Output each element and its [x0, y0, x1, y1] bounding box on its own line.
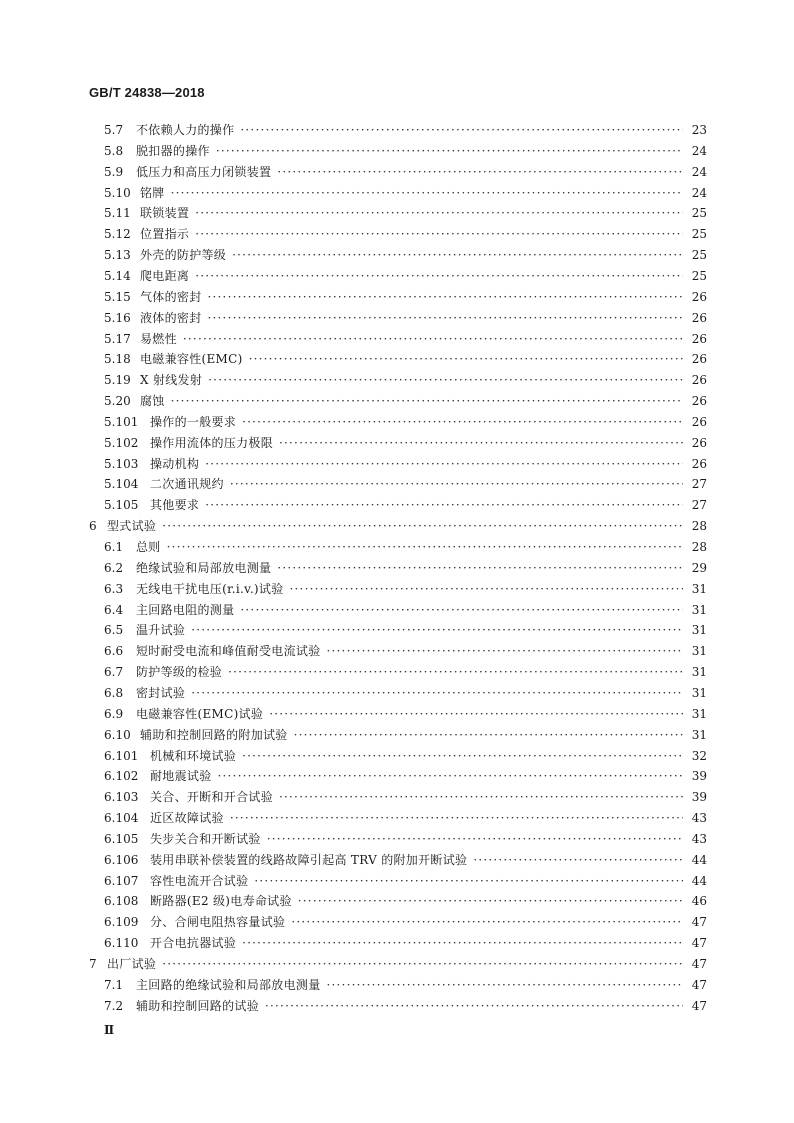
toc-entry[interactable]	[104, 681, 707, 701]
toc-entry-number: 5.8	[104, 143, 124, 158]
toc-entry[interactable]	[104, 848, 707, 868]
toc-entry-number: 6.5	[104, 623, 124, 638]
toc-entry-page: 46	[691, 894, 707, 909]
toc-entry-number: 6.1	[104, 540, 124, 554]
toc-entry-title: 操动机构	[150, 456, 200, 471]
toc-entry[interactable]	[104, 889, 707, 909]
toc-entry-number: 6.102	[104, 769, 139, 784]
toc-entry-title: 腐蚀	[140, 394, 165, 409]
toc-entry-title: 易燃性	[140, 331, 177, 346]
toc-entry-title: 电磁兼容性(EMC)试验	[136, 706, 264, 721]
toc-entry-title: 爬电距离	[140, 268, 190, 283]
toc-leader-dots	[265, 998, 683, 1014]
toc-leader-dots	[240, 602, 683, 618]
toc-entry[interactable]	[104, 639, 707, 659]
toc-entry-number: 6.105	[104, 831, 139, 846]
toc-entry-title: 其他要求	[150, 498, 200, 513]
toc-entry-title: 气体的密封	[140, 289, 202, 304]
toc-leader-dots	[191, 685, 683, 701]
toc-entry-page: 47	[691, 998, 707, 1013]
toc-leader-dots	[242, 414, 683, 430]
toc-entry-page: 31	[691, 706, 707, 721]
toc-entry-number: 5.101	[104, 414, 139, 429]
toc-entry-page: 25	[691, 248, 707, 263]
toc-entry[interactable]	[104, 431, 707, 451]
toc-entry[interactable]	[104, 264, 707, 284]
toc-entry-title: 密封试验	[136, 685, 186, 700]
toc-entry-title: 近区故障试验	[150, 811, 224, 826]
toc-leader-dots	[242, 748, 683, 764]
toc-entry-title: 开合电抗器试验	[150, 936, 237, 951]
toc-entry-number: 6.9	[104, 706, 124, 721]
toc-leader-dots	[205, 497, 683, 513]
toc-entry-number: 6.10	[104, 727, 131, 742]
toc-entry-title: 总则	[136, 540, 161, 554]
toc-leader-dots	[208, 289, 683, 305]
toc-entry-title: 无线电干扰电压(r.i.v.)试验	[136, 581, 284, 596]
toc-leader-dots	[473, 852, 683, 868]
toc-entry-title: 主回路的绝缘试验和局部放电测量	[136, 977, 321, 992]
toc-leader-dots	[242, 935, 683, 951]
toc-entry-number: 5.16	[104, 310, 131, 325]
toc-entry-number: 6.103	[104, 790, 139, 805]
toc-leader-dots	[216, 143, 683, 159]
toc-entry-number: 6.107	[104, 873, 139, 888]
toc-entry-title: 脱扣器的操作	[136, 143, 210, 158]
toc-leader-dots	[167, 539, 683, 555]
toc-entry-number: 5.102	[104, 435, 139, 450]
toc-leader-dots	[327, 643, 683, 659]
toc-entry-page: 24	[691, 143, 707, 158]
toc-entry[interactable]	[104, 201, 707, 221]
toc-entry-number: 5.103	[104, 456, 139, 471]
toc-leader-dots	[269, 706, 683, 722]
toc-entry[interactable]	[104, 285, 707, 305]
toc-entry-number: 7	[89, 957, 97, 971]
toc-entry[interactable]	[104, 785, 707, 805]
toc-leader-dots	[191, 622, 683, 638]
toc-entry[interactable]	[104, 827, 707, 847]
toc-entry-title: 机械和环境试验	[150, 748, 237, 763]
toc-entry-number: 6.110	[104, 936, 139, 951]
toc-entry-title: 容性电流开合试验	[150, 873, 249, 888]
toc-entry-page: 26	[691, 310, 707, 325]
toc-entry[interactable]	[104, 723, 707, 743]
toc-entry[interactable]	[104, 556, 707, 576]
toc-entry-number: 5.12	[104, 227, 131, 242]
toc-entry-number: 6.104	[104, 811, 139, 826]
toc-entry-page: 47	[691, 977, 707, 992]
toc-entry-number: 6	[89, 519, 97, 534]
toc-entry-title: 防护等级的检验	[136, 665, 223, 680]
toc-entry[interactable]	[104, 806, 707, 826]
toc-entry-page: 26	[691, 373, 707, 388]
toc-leader-dots	[162, 518, 683, 534]
toc-entry-title: 操作用流体的压力极限	[150, 435, 274, 450]
toc-entry-number: 5.9	[104, 164, 124, 179]
toc-entry-title: 操作的一般要求	[150, 414, 237, 429]
toc-entry-number: 5.105	[104, 498, 139, 513]
toc-entry-page: 31	[691, 644, 707, 659]
toc-entry[interactable]	[104, 118, 707, 138]
toc-leader-dots	[254, 873, 683, 889]
toc-entry-page: 24	[691, 164, 707, 179]
toc-leader-dots	[298, 893, 683, 909]
toc-entry-title: 位置指示	[140, 227, 190, 242]
toc-entry[interactable]	[104, 618, 707, 638]
toc-entry-page: 26	[691, 414, 707, 429]
toc-entry-title: 不依赖人力的操作	[136, 123, 235, 137]
toc-entry-title: 联锁装置	[140, 206, 190, 221]
toc-entry[interactable]	[104, 368, 707, 388]
toc-leader-dots	[195, 205, 683, 221]
toc-entry-title: 绝缘试验和局部放电测量	[136, 560, 272, 575]
toc-entry-number: 5.11	[104, 206, 131, 221]
toc-entry-number: 5.19	[104, 373, 131, 388]
toc-leader-dots	[218, 768, 683, 784]
toc-leader-dots	[230, 476, 683, 492]
toc-entry-page: 26	[691, 435, 707, 450]
toc-leader-dots	[294, 727, 683, 743]
toc-entry-title: 外壳的防护等级	[140, 248, 227, 263]
toc-entry-page: 26	[691, 289, 707, 304]
toc-leader-dots	[205, 456, 683, 472]
toc-entry-page: 31	[691, 685, 707, 700]
toc-leader-dots	[208, 310, 683, 326]
toc-entry-page: 23	[691, 123, 707, 137]
toc-entry-page: 25	[691, 268, 707, 283]
toc-entry-number: 6.6	[104, 644, 124, 659]
toc-entry-page: 26	[691, 394, 707, 409]
toc-entry[interactable]	[104, 410, 707, 430]
toc-entry-title: 主回路电阻的测量	[136, 602, 235, 617]
toc-entry-title: 辅助和控制回路的附加试验	[140, 727, 288, 742]
toc-entry-number: 5.13	[104, 248, 131, 263]
toc-leader-dots	[277, 164, 683, 180]
toc-entry-number: 5.20	[104, 394, 131, 409]
toc-entry-title: 温升试验	[136, 623, 186, 638]
toc-entry-title: 分、合闸电阻热容量试验	[150, 915, 286, 930]
toc-entry-number: 6.8	[104, 685, 124, 700]
toc-entry-page: 44	[691, 873, 707, 888]
toc-entry[interactable]	[104, 660, 707, 680]
toc-leader-dots	[183, 331, 683, 347]
toc-entry-number: 5.10	[104, 185, 131, 200]
toc-leader-dots	[171, 393, 683, 409]
toc-leader-dots	[290, 581, 683, 597]
toc-entry-number: 5.18	[104, 352, 131, 367]
toc-entry-number: 6.106	[104, 852, 139, 867]
toc-leader-dots	[277, 560, 683, 576]
toc-entry-number: 5.14	[104, 268, 131, 283]
toc-entry-title: 出厂试验	[107, 957, 157, 971]
toc-entry-page: 24	[691, 185, 707, 200]
toc-entry-title: 关合、开断和开合试验	[150, 790, 274, 805]
toc-entry-title: 低压力和高压力闭锁装置	[136, 164, 272, 179]
toc-entry[interactable]	[104, 347, 707, 367]
toc-entry[interactable]	[104, 306, 707, 326]
toc-entry-number: 7.1	[104, 977, 124, 992]
toc-leader-dots	[171, 185, 683, 201]
toc-entry-title: 二次通讯规约	[150, 477, 224, 492]
toc-entry-page: 26	[691, 352, 707, 367]
toc-entry[interactable]	[104, 598, 707, 618]
toc-entry[interactable]	[104, 702, 707, 722]
toc-entry[interactable]	[104, 139, 707, 159]
toc-entry[interactable]	[104, 243, 707, 263]
toc-entry-page: 28	[691, 519, 707, 534]
toc-entry[interactable]	[104, 327, 707, 347]
toc-leader-dots	[279, 789, 683, 805]
toc-entry[interactable]	[104, 973, 707, 993]
toc-leader-dots	[232, 247, 683, 263]
toc-entry-page: 43	[691, 811, 707, 826]
toc-entry-number: 5.104	[104, 477, 139, 492]
toc-entry-number: 5.7	[104, 123, 124, 137]
toc-entry-page: 25	[691, 206, 707, 221]
toc-entry[interactable]	[89, 952, 707, 972]
toc-entry-page: 25	[691, 227, 707, 242]
toc-leader-dots	[249, 351, 683, 367]
toc-entry-number: 6.7	[104, 665, 124, 680]
toc-entry[interactable]	[104, 744, 707, 764]
toc-entry-page: 39	[691, 790, 707, 805]
toc-leader-dots	[228, 664, 683, 680]
toc-entry[interactable]	[104, 764, 707, 784]
toc-entry-title: 短时耐受电流和峰值耐受电流试验	[136, 644, 321, 659]
toc-entry-title: 型式试验	[107, 519, 157, 534]
toc-entry-page: 27	[691, 498, 707, 513]
toc-entry-page: 47	[691, 915, 707, 930]
toc-entry[interactable]	[89, 514, 707, 534]
toc-entry-number: 6.109	[104, 915, 139, 930]
toc-entry-number: 6.101	[104, 748, 139, 763]
toc-leader-dots	[208, 372, 683, 388]
toc-entry[interactable]	[104, 472, 707, 492]
toc-leader-dots	[279, 435, 683, 451]
toc-entry[interactable]	[104, 910, 707, 930]
toc-leader-dots	[195, 268, 683, 284]
page-number-footer: Ⅱ	[104, 1023, 115, 1037]
toc-entry[interactable]	[104, 535, 707, 555]
toc-entry-page: 28	[691, 540, 707, 554]
toc-entry-page: 43	[691, 831, 707, 846]
toc-entry-title: 断路器(E2 级)电寿命试验	[150, 894, 292, 909]
toc-entry-page: 31	[691, 727, 707, 742]
toc-leader-dots	[195, 226, 683, 242]
toc-entry-title: X 射线发射	[140, 373, 203, 388]
toc-entry[interactable]	[104, 994, 707, 1014]
toc-entry-page: 31	[691, 602, 707, 617]
toc-entry[interactable]	[104, 931, 707, 951]
toc-entry-number: 5.15	[104, 289, 131, 304]
toc-entry-page: 47	[691, 936, 707, 951]
toc-entry-title: 电磁兼容性(EMC)	[140, 352, 243, 367]
toc-entry-page: 31	[691, 623, 707, 638]
toc-entry-title: 耐地震试验	[150, 769, 212, 784]
toc-entry-page: 31	[691, 665, 707, 680]
toc-entry-title: 铭牌	[140, 185, 165, 200]
toc-entry-page: 26	[691, 331, 707, 346]
toc-entry-number: 5.17	[104, 331, 131, 346]
toc-entry-page: 47	[691, 957, 707, 971]
toc-entry-title: 装用串联补偿装置的线路故障引起高 TRV 的附加开断试验	[150, 852, 468, 867]
toc-entry-number: 6.3	[104, 581, 124, 596]
toc-entry-page: 44	[691, 852, 707, 867]
toc-entry-title: 辅助和控制回路的试验	[136, 998, 260, 1013]
toc-entry[interactable]	[104, 389, 707, 409]
toc-entry[interactable]	[104, 452, 707, 472]
toc-entry-page: 32	[691, 748, 707, 763]
toc-entry[interactable]	[104, 181, 707, 201]
standard-code-header: GB/T 24838—2018	[89, 85, 205, 100]
toc-entry-page: 39	[691, 769, 707, 784]
toc-entry[interactable]	[104, 160, 707, 180]
toc-entry-page: 26	[691, 456, 707, 471]
toc-entry-number: 6.4	[104, 602, 124, 617]
toc-entry-title: 失步关合和开断试验	[150, 831, 261, 846]
toc-entry[interactable]	[104, 493, 707, 513]
toc-leader-dots	[230, 810, 683, 826]
toc-entry[interactable]	[104, 869, 707, 889]
toc-entry[interactable]	[104, 222, 707, 242]
toc-leader-dots	[267, 831, 683, 847]
toc-entry-page: 31	[691, 581, 707, 596]
toc-leader-dots	[291, 914, 683, 930]
toc-leader-dots	[162, 956, 683, 972]
toc-entry-number: 6.2	[104, 560, 124, 575]
toc-entry[interactable]	[104, 577, 707, 597]
toc-leader-dots	[327, 977, 683, 993]
toc-leader-dots	[240, 122, 683, 138]
toc-entry-title: 液体的密封	[140, 310, 202, 325]
toc-entry-number: 6.108	[104, 894, 139, 909]
toc-entry-number: 7.2	[104, 998, 124, 1013]
toc-entry-page: 29	[691, 560, 707, 575]
toc-entry-page: 27	[691, 477, 707, 492]
